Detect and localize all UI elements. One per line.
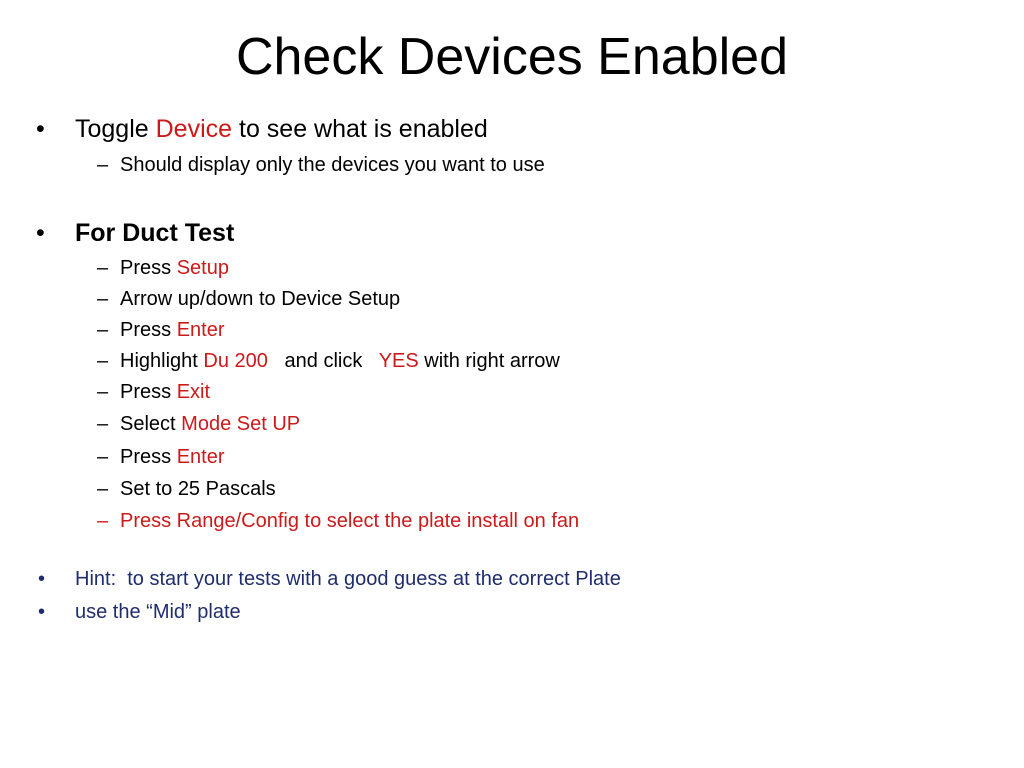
dash: – — [97, 154, 109, 176]
step-press-enter-2 — [120, 444, 225, 470]
step-highlight: Exit — [176, 381, 211, 403]
step-select-mode — [120, 411, 300, 437]
toggle-suffix: to see what is enabled — [232, 115, 488, 143]
bullet-dot: • — [36, 115, 45, 143]
toggle-highlight-device: Device — [155, 115, 233, 143]
duct-test-heading: For Duct Test — [75, 219, 235, 247]
dash: – — [97, 381, 109, 403]
bullet-dot: • — [38, 568, 46, 590]
step-text: Press — [120, 381, 177, 403]
step-highlight: Enter — [176, 319, 225, 341]
step-text: Select — [120, 413, 182, 435]
dash: – — [97, 478, 109, 500]
step-text: Press — [120, 257, 177, 279]
dash: – — [97, 350, 109, 372]
step-text: Press — [120, 446, 177, 468]
dash: – — [97, 510, 109, 532]
step-press-exit — [120, 379, 210, 405]
step-text: with right arrow — [418, 350, 560, 372]
step-range-config: Press Range/Config to select the plate install on fan — [120, 510, 580, 532]
step-highlight-du200 — [120, 348, 560, 374]
step-text: Press — [120, 319, 177, 341]
dash: – — [97, 413, 109, 435]
step-highlight: Du 200 — [203, 350, 268, 372]
dash: – — [97, 288, 109, 310]
bullet-toggle-device — [75, 114, 488, 144]
dash: – — [97, 319, 109, 341]
step-text: and click — [267, 350, 379, 372]
step-highlight: Setup — [176, 257, 229, 279]
sub-toggle-note: Should display only the devices you want to use — [120, 154, 545, 176]
dash: – — [97, 257, 109, 279]
bullet-dot: • — [36, 219, 45, 247]
slide-title: Check Devices Enabled — [235, 28, 789, 86]
step-set-pascals: Set to 25 Pascals — [120, 478, 276, 500]
step-highlight-yes: YES — [378, 350, 419, 372]
dash: – — [97, 446, 109, 468]
step-press-setup — [120, 255, 229, 281]
step-highlight: Enter — [176, 446, 225, 468]
step-highlight: Mode Set UP — [181, 413, 301, 435]
step-press-enter — [120, 317, 225, 343]
step-text: Highlight — [120, 350, 204, 372]
hint-text: Hint: to start your tests with a good guess at the correct Plate — [75, 568, 621, 590]
bullet-dot: • — [38, 601, 46, 623]
step-arrow-device-setup: Arrow up/down to Device Setup — [120, 288, 401, 310]
toggle-prefix: Toggle — [75, 115, 156, 143]
mid-plate-text: use the “Mid” plate — [75, 601, 241, 623]
